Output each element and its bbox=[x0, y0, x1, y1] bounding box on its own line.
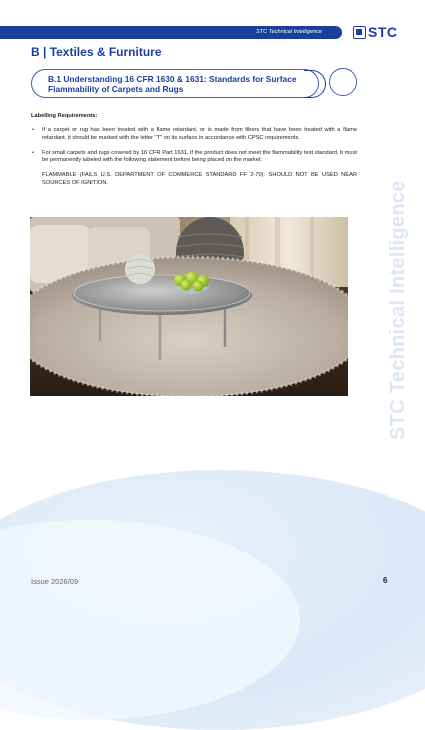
labelling-requirements-heading: Labelling Requirements: bbox=[31, 113, 98, 119]
section-title: B | Textiles & Furniture bbox=[31, 45, 162, 59]
header-tagline: STC Technical Intelligence bbox=[255, 29, 322, 35]
subheading-text: B.1 Understanding 16 CFR 1630 & 1631: Standards for Surface Flammability of Carpets and Rugs bbox=[48, 74, 297, 94]
bullet-text: For small carpets and rugs covered by 16 CFR Part 1631, if the product does not meet the flammability test standard, it must be permanently labeled with the following statement before being placed on the market: bbox=[42, 149, 357, 164]
bullet-text: If a carpet or rug has been treated with a flame retardant, or is made from fibers that have been treated with a flame retardant, it should be marked with the letter "T" on its surface in accordance with CPSC requirements. bbox=[42, 127, 357, 141]
bullet-icon: • bbox=[32, 149, 34, 156]
body-content bbox=[31, 113, 357, 187]
subheading-box bbox=[31, 69, 319, 98]
footer-issue: Issue 2026/09 bbox=[31, 577, 79, 586]
stc-logo-icon bbox=[353, 26, 366, 39]
header-bar bbox=[0, 26, 342, 39]
living-room-rug-photo bbox=[30, 217, 348, 396]
bullet-item bbox=[31, 150, 357, 165]
bullet-icon: • bbox=[32, 127, 34, 134]
stc-logo-text: STC bbox=[368, 24, 398, 40]
subheading-arc-decoration bbox=[304, 70, 326, 98]
page-number: 6 bbox=[383, 576, 388, 585]
bullet-item bbox=[31, 127, 357, 142]
flammable-warning-statement: FLAMMABLE (FAILS U.S. DEPARTMENT OF COMMERCE STANDARD FF 2-70): SHOULD NOT BE USED NEAR SOURCES OF IGNITION. bbox=[42, 172, 357, 186]
vertical-watermark: STC Technical Intelligence bbox=[387, 180, 409, 440]
subheading-circle-decoration bbox=[329, 68, 357, 96]
stc-logo bbox=[353, 24, 398, 40]
photo-illustration bbox=[30, 217, 348, 396]
